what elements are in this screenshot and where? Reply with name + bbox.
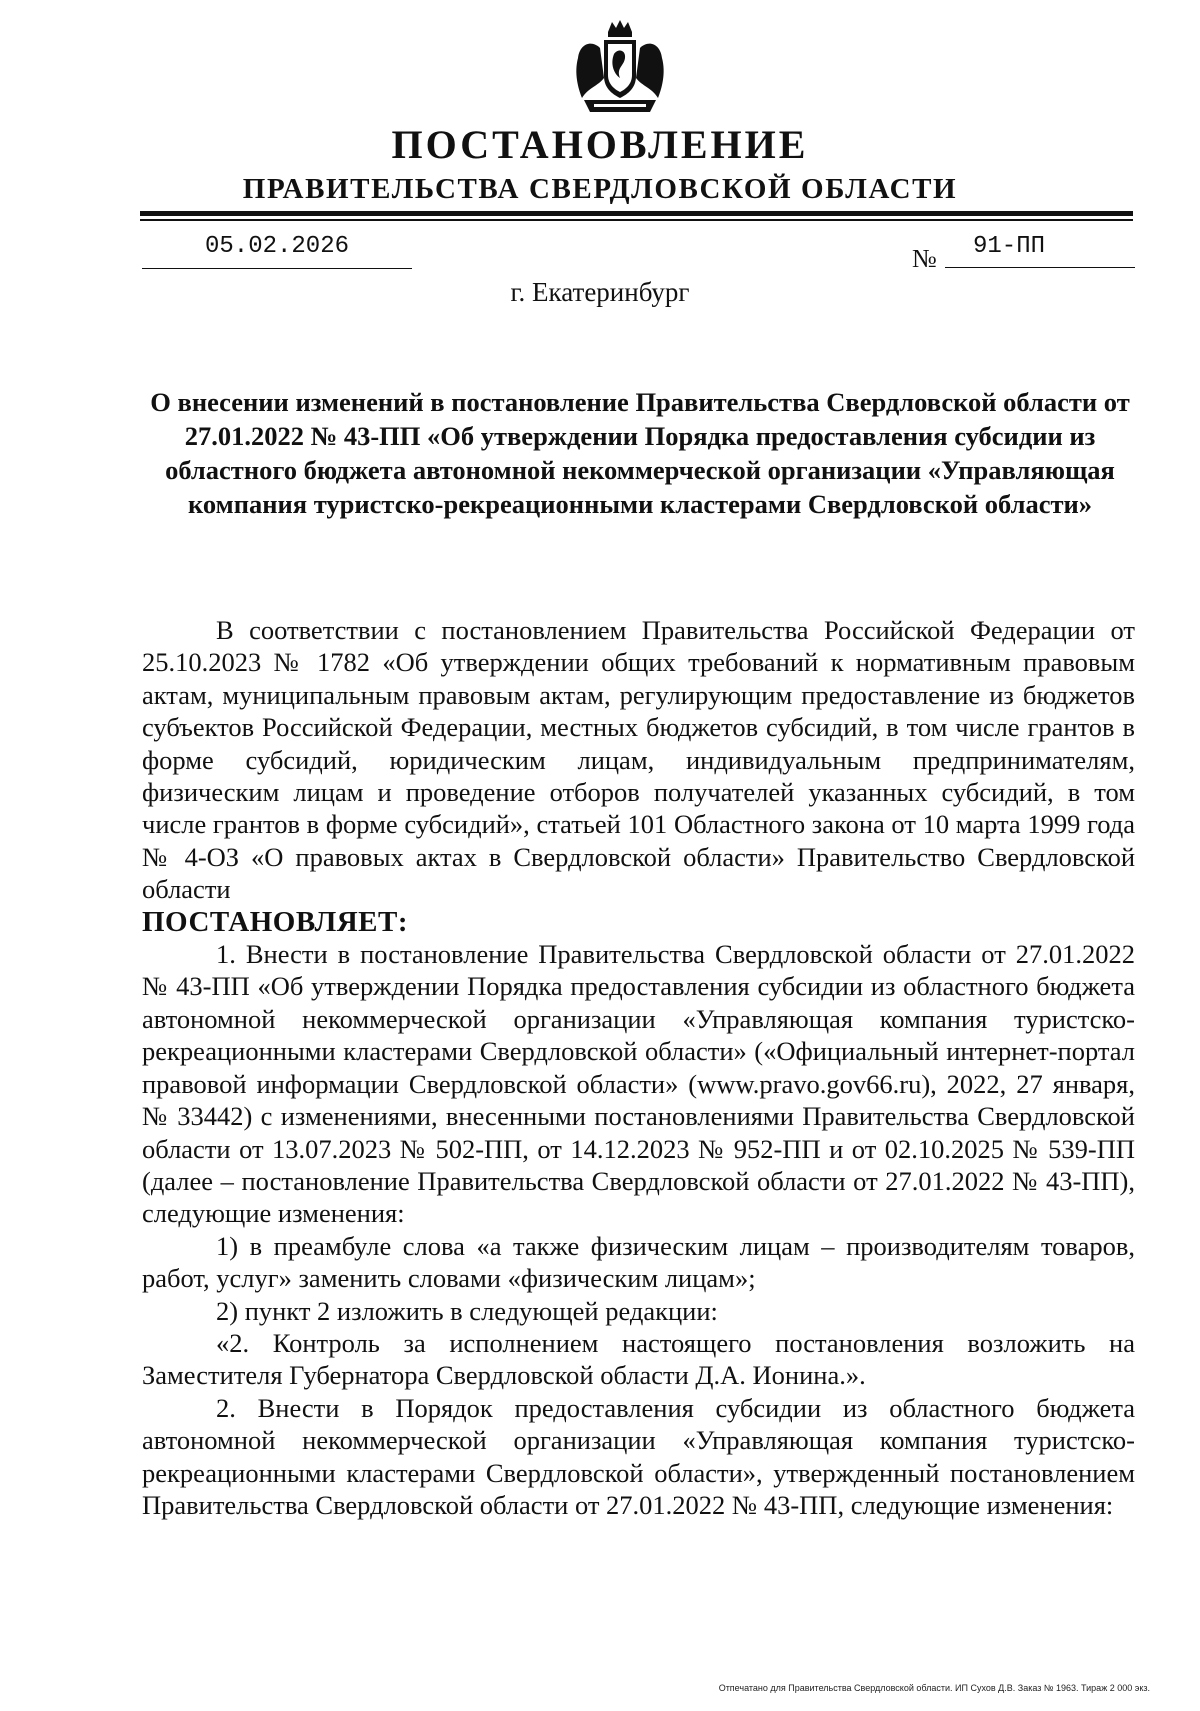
item-paragraph: 1. Внести в постановление Правительства Свердловской области от 27.01.2022 № 43-ПП «Об утверждении Порядка предоставления субсидии из областного бюджета автономной некоммерческой организации «Управляющая компания туристско-рекреационными кластерами Свердловской области» («Официальный интернет-портал правовой информации Свердловской области» (www.pravo.gov66.ru), 2022, 27 января, № 33442) с изменениями, внесенными постановлениями Правительства Свердловской области от 13.07.2023 № 502-ПП, от 14.12.2023 № 952-ПП и от 02.10.2025 № 539-ПП (далее – постановление Правительства Свердловской области от 27.01.2022 № 43-ПП), следующие изменения:: [142, 939, 1135, 1229]
city-of-issue: г. Екатеринбург: [510, 277, 690, 307]
coat-of-arms-icon: [570, 18, 670, 118]
printing-imprint: Отпечатано для Правительства Свердловской области. ИП Сухов Д.В. Заказ № 1963. Тираж 2 000 экз.: [718, 1683, 1150, 1693]
document-type-heading: ПОСТАНОВЛЕНИЕ: [391, 122, 809, 167]
item-paragraph: 2. Внести в Порядок предоставления субсидии из областного бюджета автономной некоммерческой организации «Управляющая компания туристско-рекреационными кластерами Свердловской области», утвержденный постановлением Правительства Свердловской области от 27.01.2022 № 43-ПП, следующие изменения:: [142, 1392, 1135, 1520]
header-divider-thick: [140, 211, 1133, 216]
item-paragraph: «2. Контроль за исполнением настоящего постановления возложить на Заместителя Губернатора Свердловской области Д.А. Ионина.».: [142, 1327, 1135, 1391]
document-date: 05.02.2026: [142, 230, 412, 269]
resolves-line: [142, 906, 1135, 938]
number-sign: №: [912, 244, 937, 273]
issuing-authority-heading: ПРАВИТЕЛЬСТВА СВЕРДЛОВСКОЙ ОБЛАСТИ: [242, 173, 958, 205]
resolves-keyword: ПОСТАНОВЛЯЕТ:: [142, 905, 408, 938]
header-divider-thin: [140, 219, 1133, 221]
preamble-paragraph: В соответствии с постановлением Правительства Российской Федерации от 25.10.2023 № 1782 «Об утверждении общих требований к нормативным правовым актам, муниципальным правовым актам, регулирующим предоставление из бюджетов субъектов Российской Федерации, местных бюджетов субсидий, в том числе грантов в форме субсидий, юридическим лицам, индивидуальным предпринимателям, физическим лицам и проведение отборов получателей указанных субсидий, в том числе грантов в форме субсидий», статьей 101 Областного закона от 10 марта 1999 года № 4-ОЗ «О правовых актах в Свердловской области» Правительство Свердловской области: [142, 615, 1135, 905]
item-paragraph: 2) пункт 2 изложить в следующей редакции:: [216, 1295, 718, 1326]
document-number: 91-ПП: [945, 230, 1135, 268]
item-paragraph: 1) в преамбуле слова «а также физическим лицам – производителям товаров, работ, услуг» заменить словами «физическим лицам»;: [142, 1230, 1135, 1294]
document-title: О внесении изменений в постановление Правительства Свердловской области от 27.01.2022 № 43-ПП «Об утверждении Порядка предоставления субсидии из областного бюджета автономной некоммерческой организации «Управляющая компания туристско-рекреационными кластерами Свердловской области»: [150, 387, 1130, 519]
document-body: [142, 614, 1135, 1521]
